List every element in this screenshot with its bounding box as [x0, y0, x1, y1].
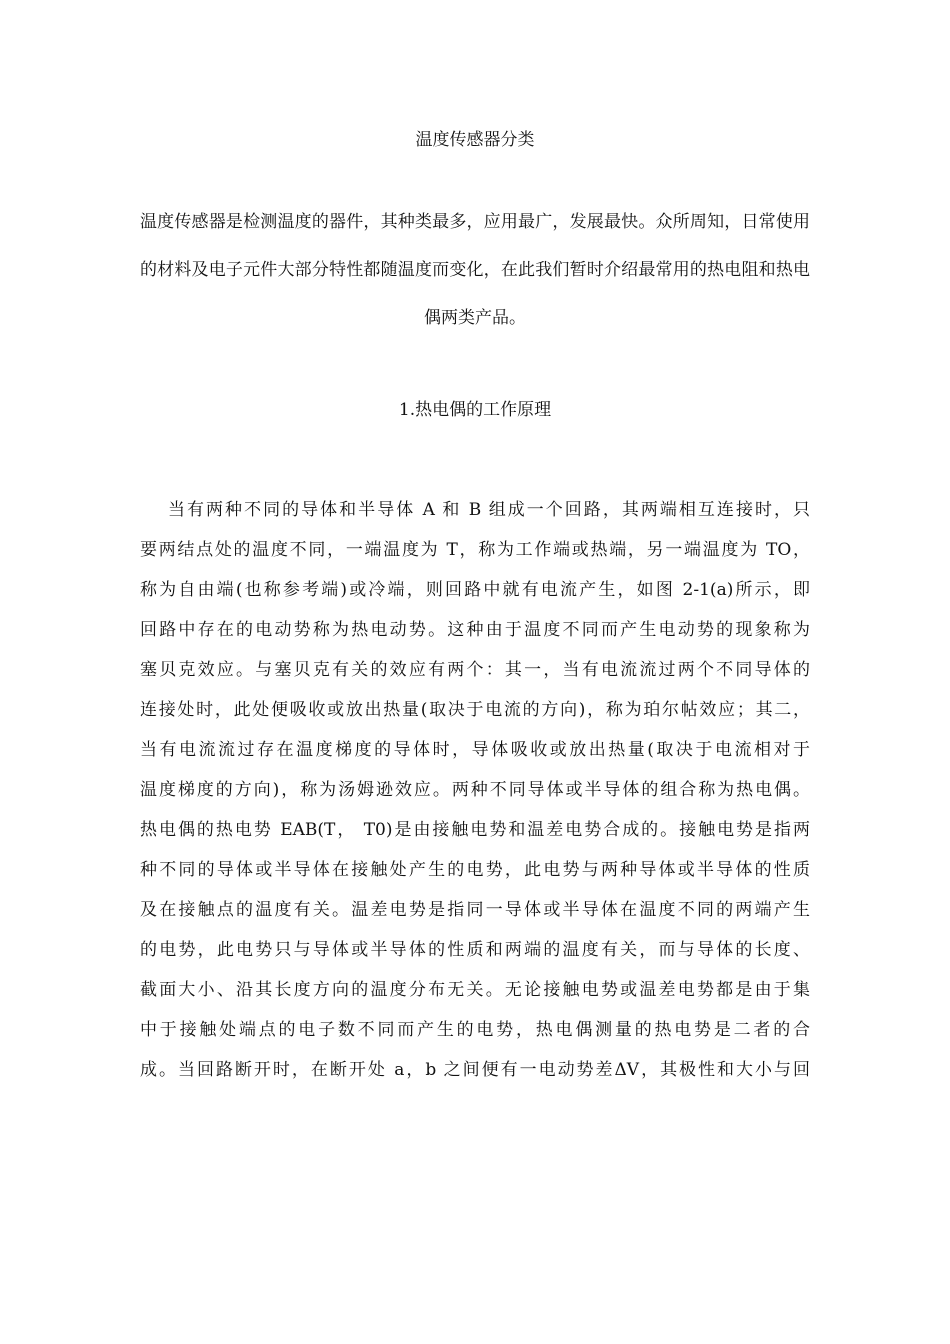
body-paragraph [140, 490, 810, 1090]
body-line: 种不同的导体或半导体在接触处产生的电势，此电势与两种导体或半导体的性质 [140, 860, 810, 880]
body-line: 截面大小、沿其长度方向的温度分布无关。无论接触电势或温差电势都是由于集 [140, 980, 810, 1000]
body-line: 的电势，此电势只与导体或半导体的性质和两端的温度有关，而与导体的长度、 [140, 940, 810, 960]
body-line: 当有两种不同的导体和半导体 A 和 B 组成一个回路，其两端相互连接时，只 [168, 500, 810, 520]
document-title: 温度传感器分类 [415, 130, 535, 150]
body-line: 当有电流流过存在温度梯度的导体时，导体吸收或放出热量(取决于电流相对于 [140, 740, 810, 760]
section-heading: 1.热电偶的工作原理 [398, 400, 552, 420]
body-line: 及在接触点的温度有关。温差电势是指同一导体或半导体在温度不同的两端产生 [140, 900, 810, 920]
body-line: 温度梯度的方向)，称为汤姆逊效应。两种不同导体或半导体的组合称为热电偶。 [140, 780, 810, 800]
intro-line: 用的热电阻和热电偶两类产品。 [424, 260, 811, 328]
body-line: 连接处时，此处便吸收或放出热量(取决于电流的方向)，称为珀尔帖效应；其二， [140, 700, 810, 720]
intro-line: 温度传感器是检测温度的器件，其种类最多，应用最广，发展最快。众所周知， [140, 212, 742, 232]
body-line: 要两结点处的温度不同，一端温度为 T，称为工作端或热端，另一端温度为 TO， [140, 540, 810, 560]
body-line: 成。当回路断开时，在断开处 a，b 之间便有一电动势差ΔV，其极性和大小与回 [140, 1060, 810, 1080]
intro-line: 日常使用的材料及电子元件大部分特性都随温度而变化，在此我们暂时介绍最常 [140, 212, 811, 280]
body-line: 称为自由端(也称参考端)或冷端，则回路中就有电流产生，如图 2-1(a)所示，即 [140, 580, 810, 600]
intro-paragraph [140, 198, 810, 342]
body-line: 热电偶的热电势 EAB(T， T0)是由接触电势和温差电势合成的。接触电势是指两 [140, 820, 810, 840]
body-line: 中于接触处端点的电子数不同而产生的电势，热电偶测量的热电势是二者的合 [140, 1020, 810, 1040]
body-line: 塞贝克效应。与塞贝克有关的效应有两个：其一，当有电流流过两个不同导体的 [140, 660, 810, 680]
body-line: 回路中存在的电动势称为热电动势。这种由于温度不同而产生电动势的现象称为 [140, 620, 810, 640]
